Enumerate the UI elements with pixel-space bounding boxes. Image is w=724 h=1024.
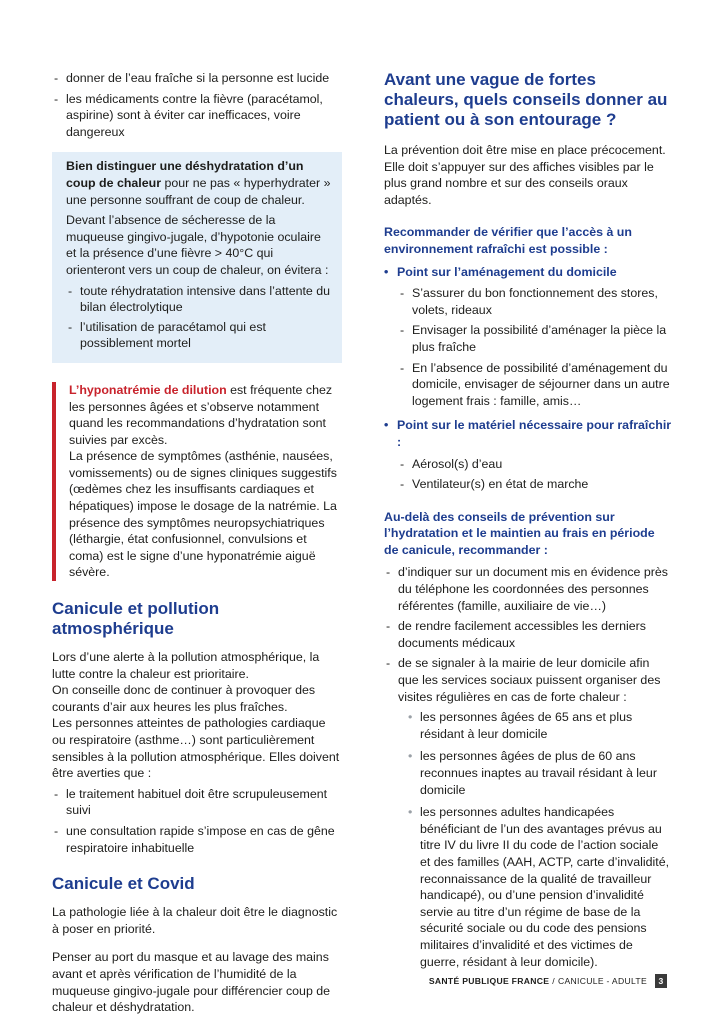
- list-item: - une consultation rapide s’impose en cas de gêne respiratoire inhabituelle: [52, 823, 342, 856]
- footer-section: CANICULE - ADULTE: [558, 976, 647, 986]
- paragraph: Lors d’une alerte à la pollution atmosphérique, la lutte contre la chaleur est prioritaire.: [52, 650, 320, 681]
- list-item: - le traitement habituel doit être scrupuleusement suivi: [52, 786, 342, 819]
- info-box: [52, 152, 342, 363]
- list-item: - l’utilisation de paracétamol qui est possiblement mortel: [66, 319, 334, 352]
- footer-separator: /: [552, 976, 555, 986]
- paragraph: Les personnes atteintes de pathologies cardiaque ou respiratoire (asthme…) sont particulièrement sensibles à la pollution atmosphérique. Elles doivent être averties que :: [52, 716, 340, 781]
- list-item: • les personnes âgées de 65 ans et plus résidant à leur domicile: [384, 709, 672, 742]
- page-number: 3: [655, 974, 667, 988]
- bullet-heading: • Point sur l’aménagement du domicile: [384, 264, 672, 281]
- list-item: - donner de l’eau fraîche si la personne est lucide: [52, 70, 342, 87]
- hyponatremia-aside: [52, 382, 342, 581]
- section-title-pollution: Canicule et pollution atmosphérique: [52, 599, 220, 639]
- paragraph: La prévention doit être mise en place précocement. Elle doit s’appuyer sur des affiches visibles par le plus grand nombre et sur des conseils oraux adaptés.: [384, 143, 666, 207]
- list-item: - Aérosol(s) d’eau: [384, 456, 672, 473]
- page-title: Avant une vague de fortes chaleurs, quels conseils donner au patient ou à son entourage ?: [384, 70, 668, 129]
- aside-highlight: L’hyponatrémie de dilution: [69, 382, 227, 397]
- list-item: - de se signaler à la mairie de leur domicile afin que les services sociaux puissent organiser des visites régulières en cas de forte chaleur :: [384, 655, 672, 705]
- subheading: Recommander de vérifier que l’accès à un environnement rafraîchi est possible :: [384, 225, 632, 256]
- footer-brand: SANTÉ PUBLIQUE FRANCE: [428, 976, 550, 986]
- list-item: - de rendre facilement accessibles les derniers documents médicaux: [384, 618, 672, 651]
- info-box-lead: Bien distinguer une déshydratation d’un coup de chaleur pour ne pas « hyperhydrater » une personne souffrant de coup de chaleur.: [66, 159, 331, 207]
- left-column: [52, 70, 342, 1016]
- aside-paragraph: L’hyponatrémie de dilution est fréquente chez les personnes âgées et s’observe notamment quand les recommandations d’hydratation sont suivies par excès.: [69, 382, 333, 447]
- right-column: [384, 70, 672, 976]
- info-box-body: Devant l’absence de sécheresse de la muqueuse gingivo-jugale, d’hypotonie oculaire et la présence d’une fièvre > 40°C qui orienteront vers un coup de chaleur, on évitera :: [66, 213, 329, 277]
- aside-paragraph-2: La présence de symptômes (asthénie, nausées, vomissements) ou de signes cliniques suggestifs (œdèmes chez les insuffisants cardiaques et hépatiques) impose le dosage de la natrémie. La présence des symptômes neuropsychiatriques (léthargie, état confusionnel, convulsions et coma) est le signe d’une hyponatrémie aiguë sévère.: [69, 449, 337, 580]
- list-item: - toute réhydratation intensive dans l’attente du bilan électrolytique: [66, 283, 334, 316]
- list-item: • les personnes âgées de plus de 60 ans reconnues inaptes au travail résidant à leur domicile: [384, 748, 672, 798]
- list-item: - Ventilateur(s) en état de marche: [384, 476, 672, 493]
- paragraph: Penser au port du masque et au lavage des mains avant et après vérification de l’humidité de la muqueuse gingivo-jugale pour différencier coup de chaleur et déshydratation.: [52, 950, 331, 1015]
- list-item: - les médicaments contre la fièvre (paracétamol, aspirine) sont à éviter car inefficaces, voire dangereux: [52, 91, 342, 141]
- list-item: • les personnes adultes handicapées bénéficiant de l’un des avantages prévus au titre IV du livre II du code de l’action sociale et des familles (AAH, ACTP, carte d’invalidité, reconnaissance de la qualité de travailleur handicapé), ou d’une pension d’invalidité servie au titre d’un régime de base de la sécurité sociale ou du code des pensions militaires d’invalidité et des victimes de guerre, résidant à leur domicile).: [384, 804, 672, 970]
- list-item: - S’assurer du bon fonctionnement des stores, volets, rideaux: [384, 285, 672, 318]
- list-item: - Envisager la possibilité d’aménager la pièce la plus fraîche: [384, 322, 672, 355]
- subheading: Au-delà des conseils de prévention sur l’hydratation et le maintien au frais en période de canicule, recommander :: [384, 509, 655, 557]
- section-title-covid: Canicule et Covid: [52, 874, 195, 894]
- page-footer: [429, 974, 667, 988]
- bullet-heading: • Point sur le matériel nécessaire pour rafraîchir :: [384, 417, 672, 450]
- list-item: - d’indiquer sur un document mis en évidence près du téléphone les coordonnées des personnes référentes (famille, auxiliaire de vie…): [384, 564, 672, 614]
- list-item: - En l’absence de possibilité d’aménagement du domicile, envisager de séjourner dans un autre logement frais : famille, amis…: [384, 360, 672, 410]
- paragraph: On conseille donc de continuer à provoquer des courants d’air aux heures les plus fraîches.: [52, 683, 316, 714]
- paragraph: La pathologie liée à la chaleur doit être le diagnostic à poser en priorité.: [52, 905, 338, 936]
